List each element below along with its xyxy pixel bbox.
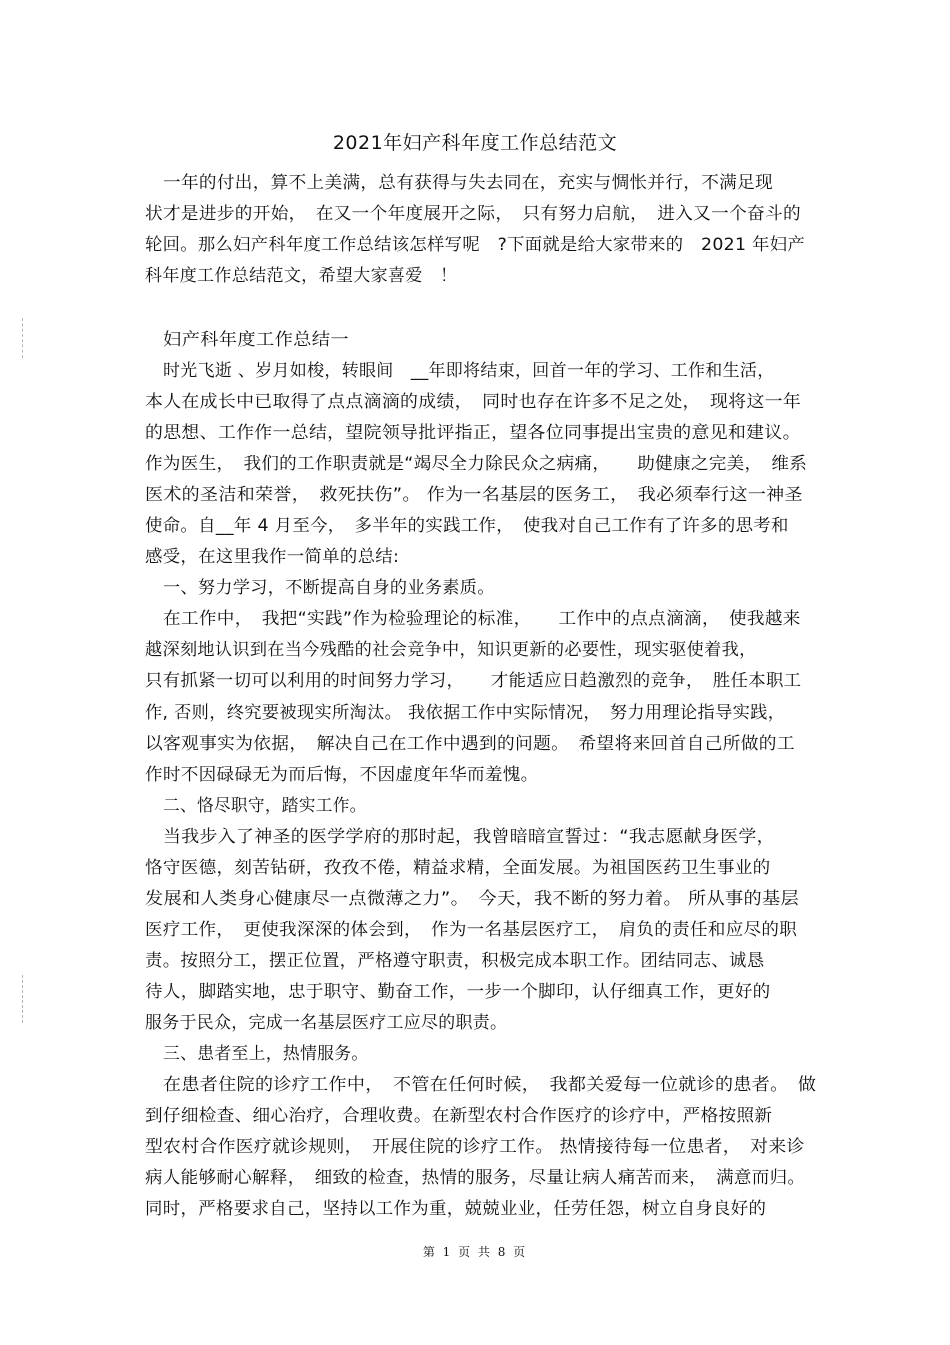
body-line: 待人，脚踏实地，忠于职守、勤奋工作，一步一个脚印，认仔细真工作，更好的 xyxy=(145,982,771,1002)
body-line: 使命。自__年 4 月至今， 多半年的实践工作， 使我对自己工作有了许多的思考和 xyxy=(145,516,789,536)
body-line: 恪守医德，刻苦钻研，孜孜不倦，精益求精，全面发展。为祖国医药卫生事业的 xyxy=(145,858,771,878)
body-line: 感受，在这里我作一简单的总结: xyxy=(145,547,400,567)
body-line: 当我步入了神圣的医学学府的那时起，我曾暗暗宣誓过：“我志愿献身医学， xyxy=(163,827,775,847)
body-line: 越深刻地认识到在当今残酷的社会竞争中，知识更新的必要性，现实驱使着我， xyxy=(145,640,757,660)
body-line: 病人能够耐心解释， 细致的检查，热情的服务，尽量让病人痛苦而来， 满意而归。 xyxy=(145,1168,806,1188)
document-title: 2021年妇产科年度工作总结范文 xyxy=(332,132,618,154)
body-line: 轮回。那么妇产科年度工作总结该怎样写呢 ?下面就是给大家带来的 2021 年妇产 xyxy=(145,235,806,255)
body-line: 发展和人类身心健康尽一点微薄之力”。 今天，我不断的努力着。 所从事的基层 xyxy=(145,889,800,909)
page-footer: 第 1 页 共 8 页 xyxy=(422,1245,528,1259)
body-line: 在患者住院的诊疗工作中， 不管在任何时候， 我都关爱每一位就诊的患者。 做 xyxy=(163,1075,817,1095)
body-line: 以客观事实为依据， 解决自己在工作中遇到的问题。 希望将来回首自己所做的工 xyxy=(145,734,795,754)
binding-margin-mark xyxy=(22,975,23,1023)
body-line: 到仔细检查、细心治疗，合理收费。在新型农村合作医疗的诊疗中，严格按照新 xyxy=(145,1106,773,1126)
binding-margin-mark xyxy=(22,318,23,358)
body-line: 状才是进步的开始， 在又一个年度展开之际， 只有努力启航， 进入又一个奋斗的 xyxy=(145,204,801,224)
body-line: 时光飞逝 、岁月如梭，转眼间 __年即将结束，回首一年的学习、工作和生活， xyxy=(163,361,775,381)
body-line: 医疗工作， 更使我深深的体会到， 作为一名基层医疗工， 肩负的责任和应尽的职 xyxy=(145,920,798,940)
body-line: 服务于民众，完成一名基层医疗工应尽的职责。 xyxy=(145,1013,508,1033)
body-line: 科年度工作总结范文，希望大家喜爱 ！ xyxy=(145,266,458,286)
body-line: 型农村合作医疗就诊规则， 开展住院的诊疗工作。 热情接待每一位患者， 对来诊 xyxy=(145,1137,805,1157)
body-line: 二、恪尽职守，踏实工作。 xyxy=(163,796,367,816)
body-line: 医术的圣洁和荣誉， 救死扶伤”。 作为一名基层的医务工， 我必须奉行这一神圣 xyxy=(145,485,803,505)
body-line: 作时不因碌碌无为而后悔，不因虚度年华而羞愧。 xyxy=(145,765,539,785)
body-line: 在工作中， 我把“实践”作为检验理论的标准， 工作中的点点滴滴， 使我越来 xyxy=(163,609,801,629)
body-line: 的思想、工作作一总结，望院领导批评指正，望各位同事提出宝贵的意见和建议。 xyxy=(145,423,801,443)
body-line: 只有抓紧一切可以利用的时间努力学习， 才能适应日趋激烈的竞争， 胜任本职工 xyxy=(145,671,802,691)
section-heading: 妇产科年度工作总结一 xyxy=(163,330,349,350)
body-line: 同时，严格要求自己，坚持以工作为重，兢兢业业，任劳任怨，树立自身良好的 xyxy=(145,1199,767,1219)
body-line: 三、患者至上，热情服务。 xyxy=(163,1044,369,1064)
body-line: 责。按照分工，摆正位置，严格遵守职责，积极完成本职工作。团结同志、诚恳 xyxy=(145,951,765,971)
body-line: 一、努力学习，不断提高自身的业务素质。 xyxy=(163,578,495,598)
body-line: 作为医生， 我们的工作职责就是“竭尽全力除民众之病痛， 助健康之完美， 维系 xyxy=(145,454,808,474)
body-line: 作, 否则，终究要被现实所淘汰。 我依据工作中实际情况， 努力用理论指导实践， xyxy=(145,703,786,723)
body-line: 本人在成长中已取得了点点滴滴的成绩， 同时也存在许多不足之处， 现将这一年 xyxy=(145,392,802,412)
body-line: 一年的付出，算不上美满，总有获得与失去同在，充实与惆怅并行，不满足现 xyxy=(163,173,773,193)
